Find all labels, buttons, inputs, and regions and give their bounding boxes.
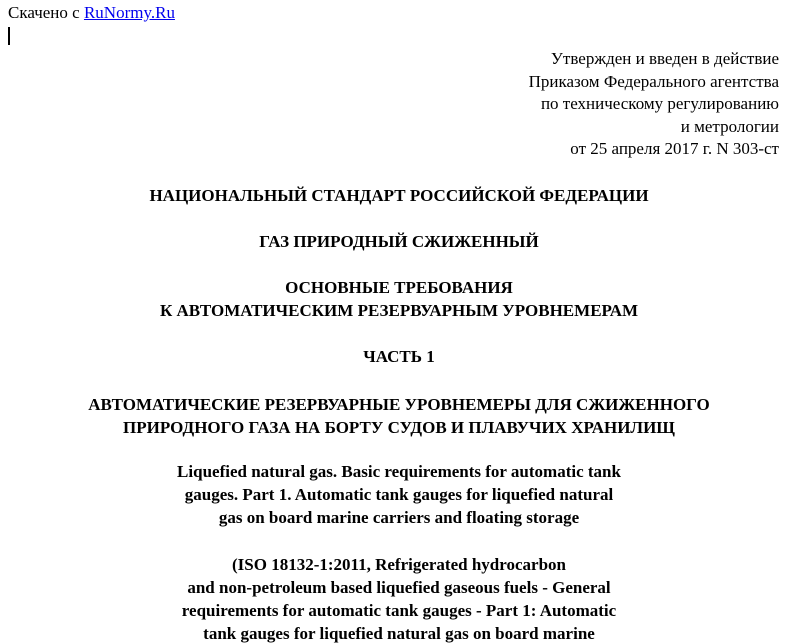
runormy-link[interactable]: RuNormy.Ru [83,3,175,22]
requirements-title-line: К АВТОМАТИЧЕСКИМ РЕЗЕРВУАРНЫМ УРОВНЕМЕРАМ [159,301,639,320]
downloaded-from-note [8,3,175,23]
gas-title-text: ГАЗ ПРИРОДНЫЙ СЖИЖЕННЫЙ [259,232,539,251]
part-title [0,345,790,368]
ats-title-line: АВТОМАТИЧЕСКИЕ РЕЗЕРВУАРНЫЕ УРОВНЕМЕРЫ ДЛЯ СЖИЖЕННОГО [88,395,710,414]
standard-title [0,184,790,207]
downloaded-prefix: Скачено с [8,3,80,22]
english-title-line: gauges. Part 1. Automatic tank gauges for liquefied natural [184,485,614,504]
iso-title [0,553,790,643]
iso-title-line: and non-petroleum based liquefied gaseous fuels - General [187,578,611,597]
ats-title [0,393,790,439]
standard-title-text: НАЦИОНАЛЬНЫЙ СТАНДАРТ РОССИЙСКОЙ ФЕДЕРАЦИИ [149,186,649,205]
english-title-line: Liquefied natural gas. Basic requirements for automatic tank [177,462,621,481]
approval-line: и метрологии [680,116,779,136]
approval-block [529,48,779,161]
gas-title [0,230,790,253]
approval-line: от 25 апреля 2017 г. N 303-ст [570,139,779,159]
approval-line: Приказом Федерального агентства [528,71,779,91]
part-title-text: ЧАСТЬ 1 [363,347,435,366]
approval-line: по техническому регулированию [540,94,779,114]
requirements-title [0,276,790,322]
english-title-line: gas on board marine carriers and floating storage [218,508,580,527]
iso-title-line: requirements for automatic tank gauges - Part 1: Automatic [181,601,617,620]
ats-title-line: ПРИРОДНОГО ГАЗА НА БОРТУ СУДОВ И ПЛАВУЧИХ ХРАНИЛИЩ [123,418,675,437]
iso-title-line: tank gauges for liquefied natural gas on board marine [203,624,595,643]
approval-line: Утвержден и введен в действие [550,49,779,68]
text-cursor [8,27,10,45]
english-title [0,460,790,529]
iso-title-line: (ISO 18132-1:2011, Refrigerated hydrocarbon [232,555,566,574]
requirements-title-line: ОСНОВНЫЕ ТРЕБОВАНИЯ [285,278,513,297]
